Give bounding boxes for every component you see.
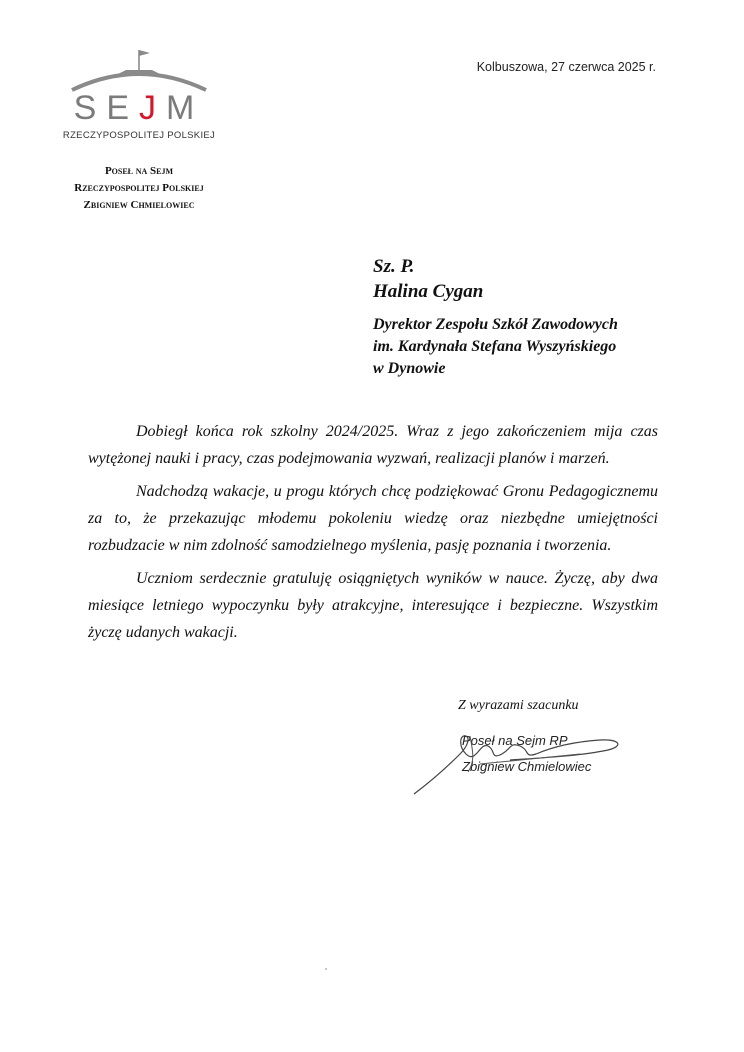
recipient-line-1: Dyrektor Zespołu Szkół Zawodowych xyxy=(373,316,618,333)
scan-speck xyxy=(325,968,327,970)
recipient-salutation: Sz. P. xyxy=(373,256,415,277)
office-line-country: Rzeczypospolitej Polskiej xyxy=(74,182,204,194)
recipient-line-3: w Dynowie xyxy=(373,360,446,377)
recipient-line-2: im. Kardynała Stefana Wyszyńskiego xyxy=(373,338,617,355)
logo-letter-m: M xyxy=(166,89,205,127)
sejm-logo-wordmark xyxy=(54,88,224,128)
sejm-building-logo-icon xyxy=(64,44,214,92)
body-paragraph-3: Uczniom serdecznie gratuluję osiągniętych wyników w nauce. Życzę, aby dwa miesiące letniego wypoczynku były atrakcyjne, interesujące i bezpieczne. Wszystkim życzę udanych wakacji. xyxy=(88,570,658,641)
office-line-name: Zbigniew Chmielowiec xyxy=(83,199,195,211)
body-paragraph-2: Nadchodzą wakacje, u progu których chcę podziękować Gronu Pedagogicznemu za to, że przekazując młodemu pokoleniu wiedzę oraz niezbędne umiejętności rozbudzacie w nim zdolność samodzielnego myślenia, pasję poznania i tworzenia. xyxy=(88,483,658,554)
office-line-title: Poseł na Sejm xyxy=(104,165,174,177)
body-paragraph-1: Dobiegł końca rok szkolny 2024/2025. Wraz z jego zakończeniem mija czas wytężonej nauki i pracy, czas podejmowania wyzwań, realizacji planów i marzeń. xyxy=(88,423,658,467)
signatory-title: Poseł na Sejm RP xyxy=(462,733,568,748)
recipient-block xyxy=(373,254,618,380)
signature-block xyxy=(410,724,650,804)
handwritten-signature-icon xyxy=(410,724,650,804)
logo-letter-j: J xyxy=(139,89,167,127)
closing-regards: Z wyrazami szacunku xyxy=(458,698,579,713)
logo-letters-se: SE xyxy=(73,89,140,127)
signatory-name: Zbigniew Chmielowiec xyxy=(462,759,592,774)
letter-body xyxy=(88,418,658,652)
recipient-name: Halina Cygan xyxy=(373,281,484,302)
letter-date: Kolbuszowa, 27 czerwca 2025 r. xyxy=(476,60,656,74)
letterhead xyxy=(54,44,224,214)
office-block xyxy=(54,163,224,214)
logo-subtitle: RZECZYPOSPOLITEJ POLSKIEJ xyxy=(62,130,216,141)
